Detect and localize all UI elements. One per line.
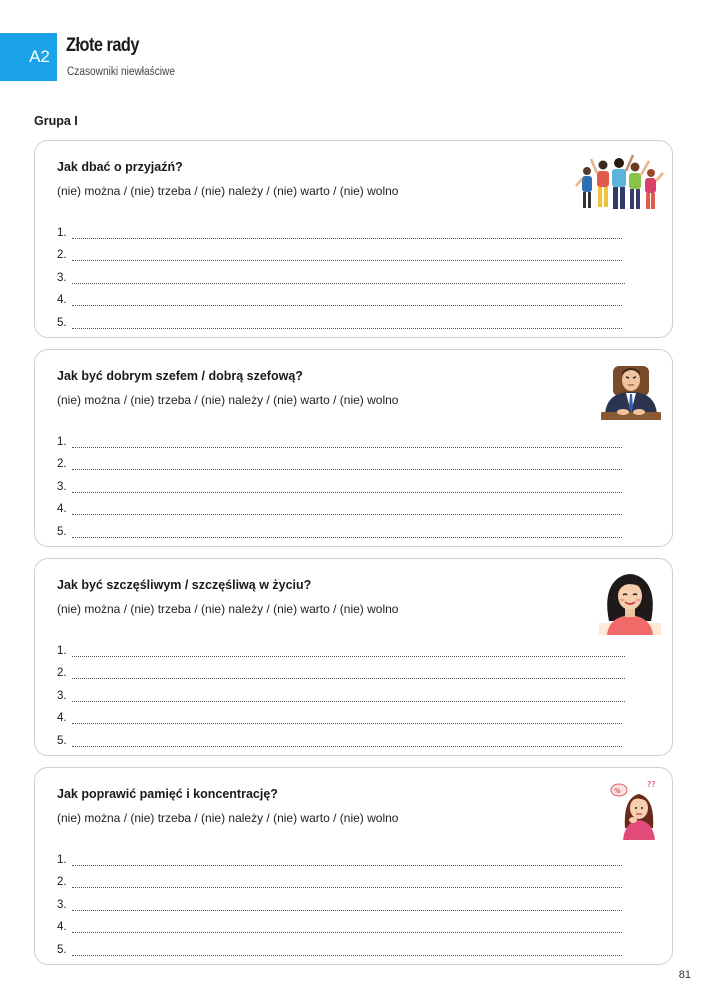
answer-line[interactable]: 5. [57, 306, 625, 329]
level-label: A2 [29, 47, 50, 66]
card-question: Jak być szczęśliwym / szczęśliwą w życiu? [57, 578, 312, 592]
happy-woman-illustration [599, 571, 661, 635]
answer-line[interactable]: 4. [57, 284, 625, 307]
answer-line[interactable]: 5. [57, 515, 622, 538]
answer-line[interactable]: 3. [57, 470, 622, 493]
answer-line[interactable]: 4. [57, 702, 625, 725]
question-card-friendship [34, 140, 673, 338]
card-question: Jak dbać o przyjaźń? [57, 160, 183, 174]
page-title: Złote rady [66, 35, 139, 56]
answer-line[interactable]: 5. [57, 933, 622, 956]
answer-line[interactable]: 1. [57, 425, 622, 448]
answer-line[interactable]: 2. [57, 239, 625, 262]
svg-text:%: % [614, 787, 621, 795]
answer-line[interactable]: 4. [57, 911, 622, 934]
svg-text:??: ?? [647, 780, 656, 789]
answer-line[interactable]: 3. [57, 888, 622, 911]
question-card-memory [34, 767, 673, 965]
answer-line[interactable]: 5. [57, 724, 625, 747]
answer-line[interactable]: 4. [57, 493, 622, 516]
answer-line[interactable]: 2. [57, 657, 625, 680]
card-hint: (nie) można / (nie) trzeba / (nie) należy / (nie) warto / (nie) wolno [57, 811, 399, 825]
card-hint: (nie) można / (nie) trzeba / (nie) należy / (nie) warto / (nie) wolno [57, 184, 399, 198]
answer-line[interactable]: 1. [57, 843, 622, 866]
group-label: Grupa I [34, 114, 78, 128]
question-card-boss [34, 349, 673, 547]
page-subtitle: Czasowniki niewłaściwe [67, 66, 175, 78]
page-number: 81 [678, 969, 691, 981]
answer-list [57, 425, 622, 538]
level-badge [0, 33, 57, 81]
boss-at-desk-illustration [599, 362, 663, 422]
thinking-woman-illustration [609, 778, 663, 840]
card-hint: (nie) można / (nie) trzeba / (nie) należy / (nie) warto / (nie) wolno [57, 393, 399, 407]
answer-list [57, 634, 625, 747]
group-of-friends-illustration [573, 151, 665, 213]
answer-line[interactable]: 1. [57, 216, 625, 239]
answer-line[interactable]: 2. [57, 866, 622, 889]
card-question: Jak poprawić pamięć i koncentrację? [57, 787, 278, 801]
question-card-happiness [34, 558, 673, 756]
answer-line[interactable]: 2. [57, 448, 622, 471]
answer-line[interactable]: 3. [57, 679, 625, 702]
card-question: Jak być dobrym szefem / dobrą szefową? [57, 369, 303, 383]
answer-list [57, 843, 622, 956]
answer-line[interactable]: 1. [57, 634, 625, 657]
card-hint: (nie) można / (nie) trzeba / (nie) należy / (nie) warto / (nie) wolno [57, 602, 399, 616]
answer-list [57, 216, 625, 329]
answer-line[interactable]: 3. [57, 261, 625, 284]
